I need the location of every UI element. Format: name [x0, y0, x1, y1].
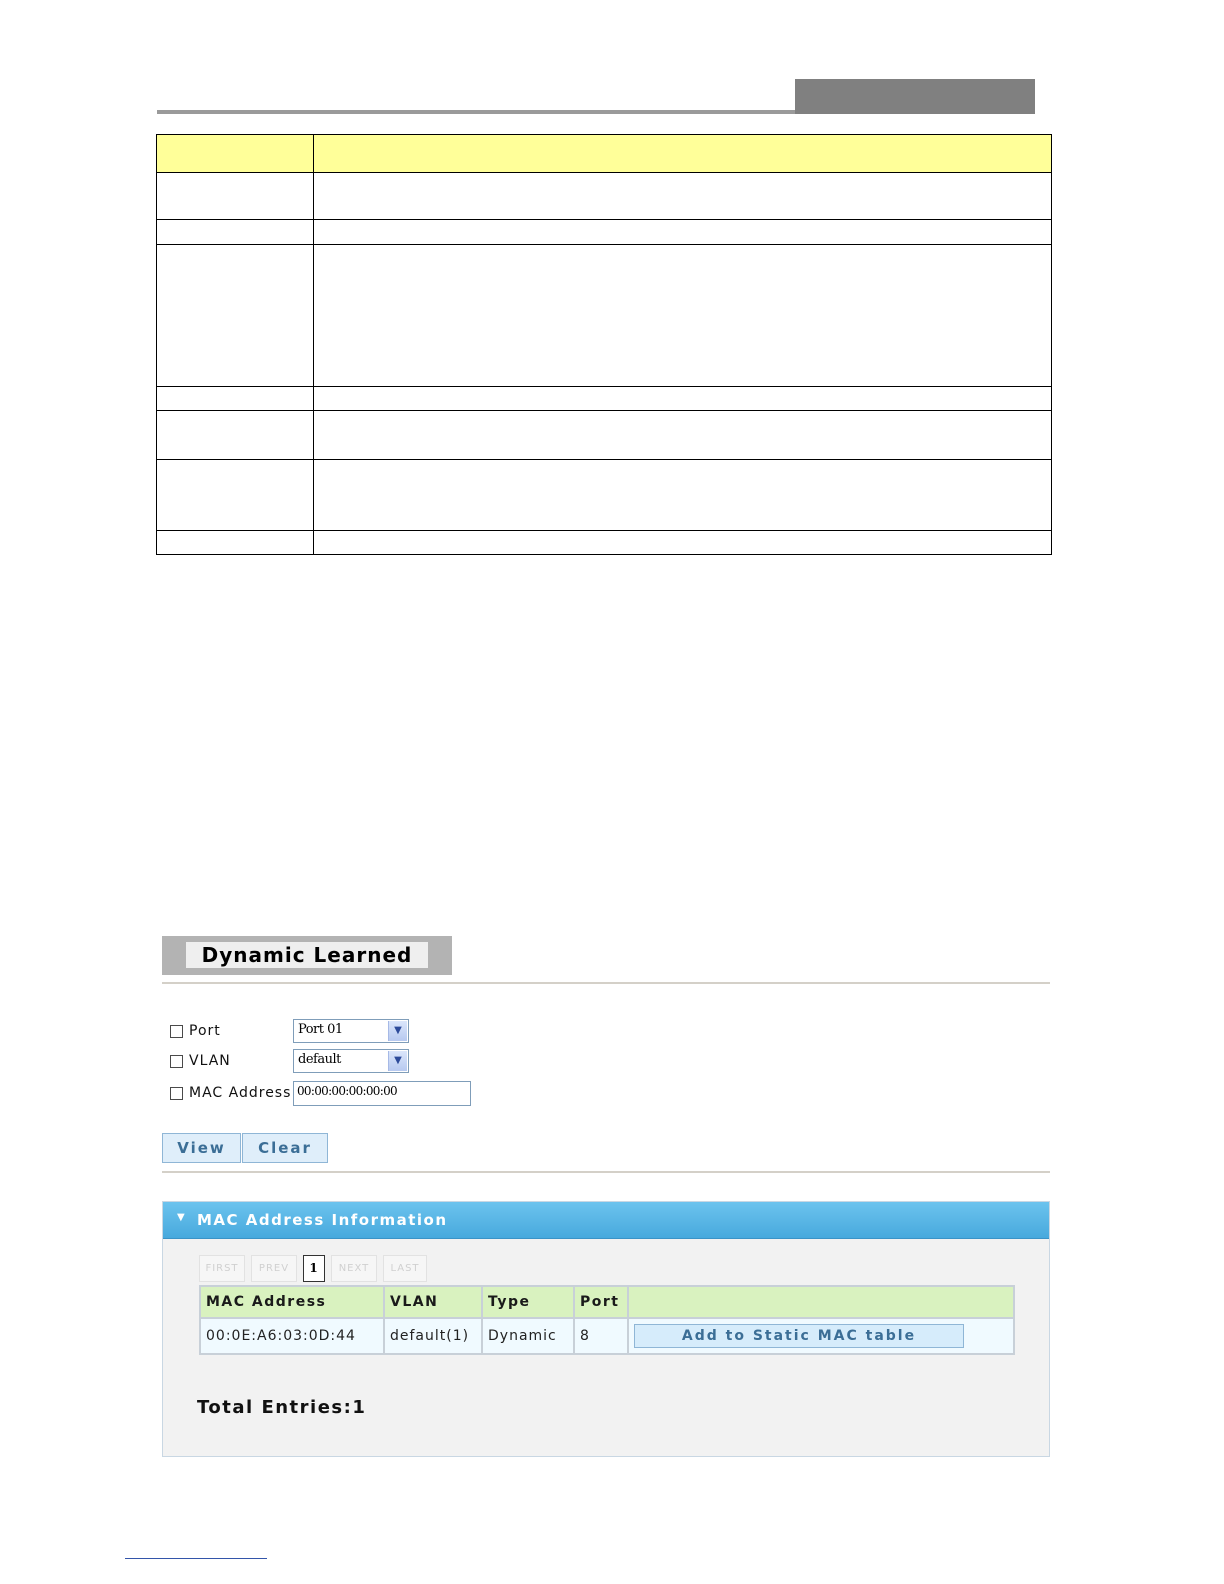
doc-table-row: [157, 387, 1052, 411]
divider: [162, 1171, 1050, 1173]
port-checkbox[interactable]: [170, 1025, 183, 1038]
column-header-mac: MAC Address: [200, 1286, 384, 1318]
doc-table-row: [157, 173, 1052, 220]
mac-address-checkbox[interactable]: [170, 1087, 183, 1100]
column-header-action: [628, 1286, 1014, 1318]
pager-first-button[interactable]: FIRST: [199, 1255, 245, 1282]
header-box: [795, 79, 1035, 114]
document-table: [156, 134, 1052, 555]
divider: [162, 982, 1050, 984]
mac-info-header[interactable]: [163, 1202, 1049, 1239]
chevron-down-icon[interactable]: ▼: [388, 1021, 407, 1041]
footer-link-underline: [125, 1558, 267, 1559]
pager-last-button[interactable]: LAST: [383, 1255, 427, 1282]
vlan-checkbox[interactable]: [170, 1055, 183, 1068]
pager-current-page[interactable]: 1: [303, 1255, 325, 1282]
vlan-select[interactable]: [293, 1049, 409, 1073]
chevron-down-icon[interactable]: ▼: [388, 1051, 407, 1071]
clear-button[interactable]: Clear: [242, 1133, 328, 1163]
header-rule: [157, 110, 795, 114]
vlan-label: VLAN: [189, 1053, 231, 1069]
mac-info-title: MAC Address Information: [197, 1211, 448, 1229]
cell-vlan: default(1): [384, 1318, 482, 1354]
column-header-type: Type: [482, 1286, 574, 1318]
cell-mac: 00:0E:A6:03:0D:44: [200, 1318, 384, 1354]
view-button[interactable]: View: [162, 1133, 241, 1163]
section-title: Dynamic Learned: [186, 942, 428, 968]
total-entries: Total Entries:1: [197, 1397, 367, 1418]
doc-table-row: [157, 220, 1052, 245]
column-header-vlan: VLAN: [384, 1286, 482, 1318]
mac-address-table: [199, 1285, 1015, 1355]
vlan-select-value: default: [298, 1052, 341, 1067]
table-header-row: [200, 1286, 1014, 1318]
mac-info-panel: [162, 1201, 1050, 1457]
port-label: Port: [189, 1023, 221, 1039]
mac-address-input[interactable]: 00:00:00:00:00:00: [293, 1081, 471, 1106]
section-title-box: [162, 936, 452, 975]
column-header-port: Port: [574, 1286, 628, 1318]
pager-next-button[interactable]: NEXT: [331, 1255, 377, 1282]
port-select[interactable]: [293, 1019, 409, 1043]
doc-table-row: [157, 531, 1052, 555]
doc-table-row: [157, 411, 1052, 460]
collapse-caret-icon[interactable]: ▼: [177, 1212, 185, 1223]
doc-table-row: [157, 245, 1052, 387]
pager-prev-button[interactable]: PREV: [251, 1255, 297, 1282]
cell-action: [628, 1318, 1014, 1354]
add-to-static-mac-button[interactable]: Add to Static MAC table: [634, 1324, 964, 1348]
doc-table-row: [157, 460, 1052, 531]
table-row: [200, 1318, 1014, 1354]
doc-table-header-row: [157, 135, 1052, 173]
cell-type: Dynamic: [482, 1318, 574, 1354]
mac-address-label: MAC Address: [189, 1085, 292, 1101]
cell-port: 8: [574, 1318, 628, 1354]
port-select-value: Port 01: [298, 1022, 343, 1037]
